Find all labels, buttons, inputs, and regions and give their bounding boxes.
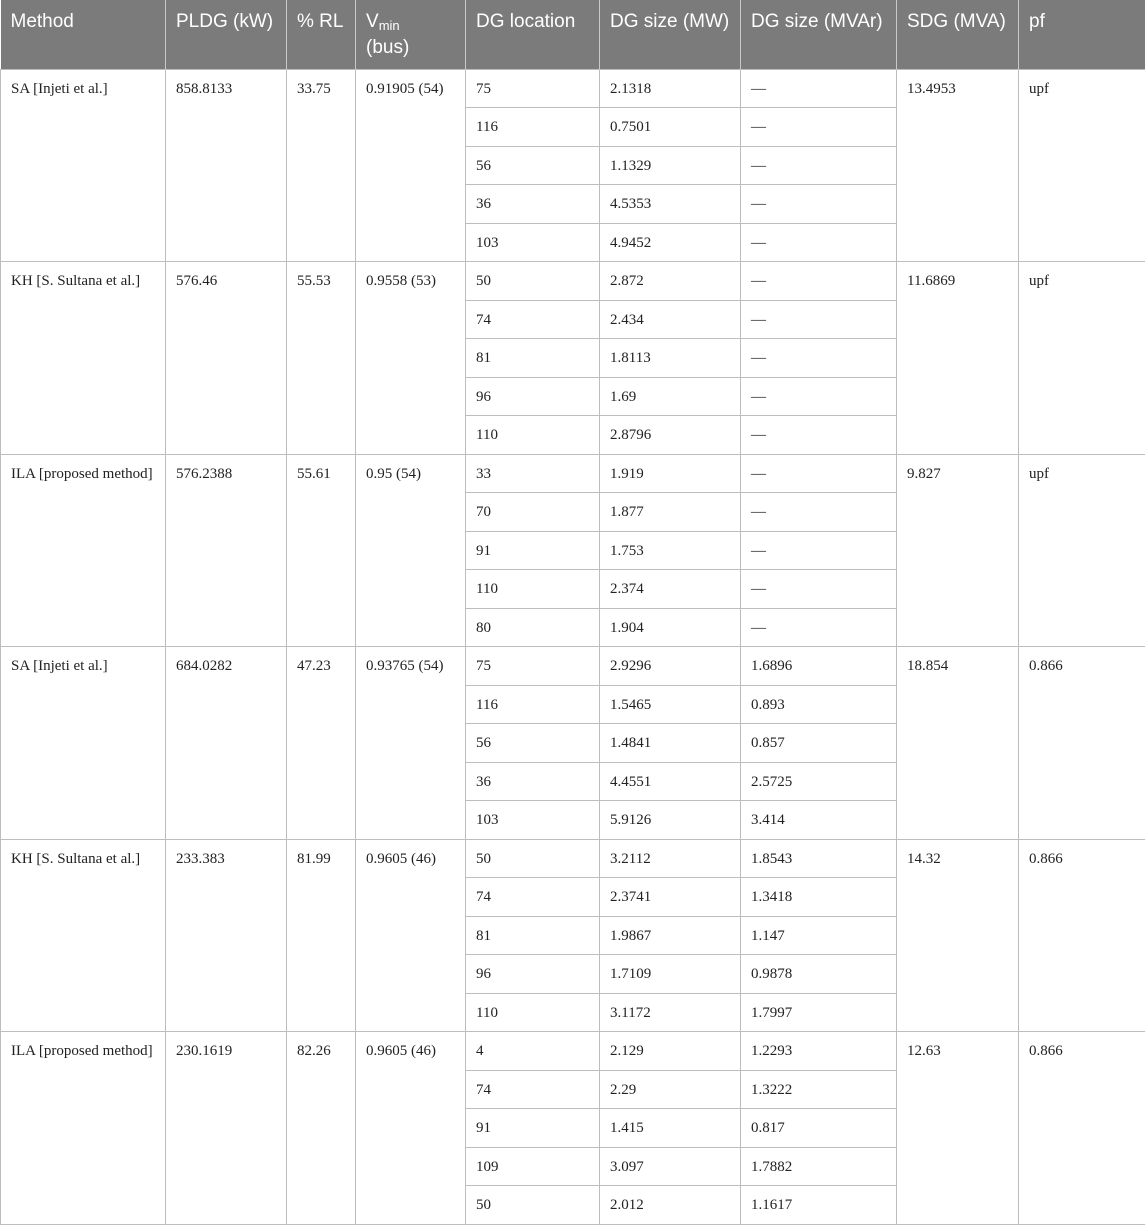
dg-location-cell: 56 <box>466 146 600 185</box>
dg-size-mw-cell: 1.904 <box>600 608 741 647</box>
vmin-cell: 0.9605 (46) <box>356 839 466 1032</box>
dg-size-mvar-cell: — <box>741 223 897 262</box>
method-cell: KH [S. Sultana et al.] <box>1 262 166 455</box>
dg-size-mw-cell: 1.9867 <box>600 916 741 955</box>
dg-location-cell: 70 <box>466 493 600 532</box>
dg-size-mvar-cell: — <box>741 416 897 455</box>
pldg-cell: 230.1619 <box>166 1032 287 1225</box>
header-pf: pf <box>1019 0 1145 69</box>
dg-size-mw-cell: 1.7109 <box>600 955 741 994</box>
rl-cell: 55.53 <box>287 262 356 455</box>
header-vmin-main: V <box>366 11 379 32</box>
dg-location-cell: 80 <box>466 608 600 647</box>
dg-size-mw-cell: 1.8113 <box>600 339 741 378</box>
method-cell: ILA [proposed method] <box>1 454 166 647</box>
dg-location-cell: 116 <box>466 108 600 147</box>
dg-size-mw-cell: 3.097 <box>600 1147 741 1186</box>
rl-cell: 47.23 <box>287 647 356 840</box>
dg-location-cell: 74 <box>466 1070 600 1109</box>
method-cell: SA [Injeti et al.] <box>1 69 166 262</box>
dg-size-mvar-cell: — <box>741 108 897 147</box>
dg-size-mw-cell: 2.129 <box>600 1032 741 1071</box>
table-header <box>1 0 1145 69</box>
dg-location-cell: 103 <box>466 223 600 262</box>
vmin-cell: 0.91905 (54) <box>356 69 466 262</box>
dg-size-mw-cell: 2.374 <box>600 570 741 609</box>
dg-location-cell: 36 <box>466 762 600 801</box>
dg-size-mw-cell: 1.919 <box>600 454 741 493</box>
rl-cell: 55.61 <box>287 454 356 647</box>
header-vmin <box>356 0 466 69</box>
dg-size-mw-cell: 2.434 <box>600 300 741 339</box>
pf-cell: upf <box>1019 69 1145 262</box>
dg-size-mw-cell: 1.1329 <box>600 146 741 185</box>
table-row <box>1 69 1145 108</box>
header-pldg: PLDG (kW) <box>166 0 287 69</box>
dg-size-mvar-cell: 0.817 <box>741 1109 897 1148</box>
dg-size-mvar-cell: — <box>741 300 897 339</box>
header-vmin-unit: (bus) <box>366 37 410 58</box>
pldg-cell: 576.46 <box>166 262 287 455</box>
dg-location-cell: 50 <box>466 1186 600 1225</box>
table-row <box>1 647 1145 686</box>
dg-location-cell: 36 <box>466 185 600 224</box>
dg-size-mvar-cell: 1.7997 <box>741 993 897 1032</box>
dg-size-mw-cell: 2.9296 <box>600 647 741 686</box>
dg-size-mw-cell: 3.2112 <box>600 839 741 878</box>
dg-size-mw-cell: 1.415 <box>600 1109 741 1148</box>
header-dg-size-mvar: DG size (MVAr) <box>741 0 897 69</box>
dg-size-mvar-cell: 2.5725 <box>741 762 897 801</box>
pldg-cell: 576.2388 <box>166 454 287 647</box>
dg-size-mvar-cell: 1.6896 <box>741 647 897 686</box>
table-row <box>1 839 1145 878</box>
dg-size-mvar-cell: — <box>741 493 897 532</box>
dg-size-mvar-cell: — <box>741 570 897 609</box>
dg-size-mw-cell: 5.9126 <box>600 801 741 840</box>
rl-cell: 33.75 <box>287 69 356 262</box>
dg-size-mw-cell: 4.5353 <box>600 185 741 224</box>
vmin-cell: 0.9605 (46) <box>356 1032 466 1225</box>
method-cell: SA [Injeti et al.] <box>1 647 166 840</box>
dg-size-mvar-cell: 0.893 <box>741 685 897 724</box>
dg-location-cell: 75 <box>466 647 600 686</box>
dg-size-mw-cell: 2.012 <box>600 1186 741 1225</box>
dg-size-mvar-cell: 1.147 <box>741 916 897 955</box>
dg-location-cell: 56 <box>466 724 600 763</box>
dg-size-mw-cell: 2.3741 <box>600 878 741 917</box>
dg-size-mw-cell: 2.872 <box>600 262 741 301</box>
sdg-cell: 12.63 <box>897 1032 1019 1225</box>
dg-location-cell: 81 <box>466 916 600 955</box>
dg-size-mvar-cell: — <box>741 146 897 185</box>
pf-cell: 0.866 <box>1019 1032 1145 1225</box>
dg-size-mw-cell: 2.1318 <box>600 69 741 108</box>
pf-cell: upf <box>1019 262 1145 455</box>
sdg-cell: 18.854 <box>897 647 1019 840</box>
dg-location-cell: 109 <box>466 1147 600 1186</box>
table-row <box>1 454 1145 493</box>
pf-cell: upf <box>1019 454 1145 647</box>
vmin-cell: 0.93765 (54) <box>356 647 466 840</box>
table-body <box>1 69 1145 1224</box>
vmin-cell: 0.9558 (53) <box>356 262 466 455</box>
sdg-cell: 14.32 <box>897 839 1019 1032</box>
dg-size-mvar-cell: 1.1617 <box>741 1186 897 1225</box>
dg-size-mvar-cell: 1.7882 <box>741 1147 897 1186</box>
header-dg-location: DG location <box>466 0 600 69</box>
dg-size-mvar-cell: 1.3222 <box>741 1070 897 1109</box>
dg-size-mw-cell: 1.877 <box>600 493 741 532</box>
pldg-cell: 233.383 <box>166 839 287 1032</box>
rl-cell: 81.99 <box>287 839 356 1032</box>
dg-size-mvar-cell: 0.9878 <box>741 955 897 994</box>
dg-size-mvar-cell: — <box>741 608 897 647</box>
dg-location-cell: 91 <box>466 1109 600 1148</box>
dg-size-mvar-cell: 3.414 <box>741 801 897 840</box>
dg-size-mvar-cell: 0.857 <box>741 724 897 763</box>
dg-size-mvar-cell: — <box>741 339 897 378</box>
dg-size-mw-cell: 2.29 <box>600 1070 741 1109</box>
header-vmin-subscript: min <box>378 18 400 33</box>
sdg-cell: 9.827 <box>897 454 1019 647</box>
dg-location-cell: 75 <box>466 69 600 108</box>
dg-size-mw-cell: 4.4551 <box>600 762 741 801</box>
header-row <box>1 0 1145 69</box>
dg-size-mvar-cell: — <box>741 262 897 301</box>
dg-size-mw-cell: 3.1172 <box>600 993 741 1032</box>
dg-size-mvar-cell: 1.3418 <box>741 878 897 917</box>
dg-size-mvar-cell: — <box>741 531 897 570</box>
dg-size-mw-cell: 1.4841 <box>600 724 741 763</box>
dg-size-mvar-cell: — <box>741 185 897 224</box>
header-sdg: SDG (MVA) <box>897 0 1019 69</box>
dg-size-mw-cell: 1.69 <box>600 377 741 416</box>
dg-location-cell: 110 <box>466 570 600 609</box>
dg-location-cell: 116 <box>466 685 600 724</box>
dg-size-mw-cell: 4.9452 <box>600 223 741 262</box>
dg-size-mvar-cell: 1.2293 <box>741 1032 897 1071</box>
sdg-cell: 11.6869 <box>897 262 1019 455</box>
dg-location-cell: 74 <box>466 300 600 339</box>
dg-location-cell: 96 <box>466 955 600 994</box>
dg-location-cell: 50 <box>466 839 600 878</box>
header-rl: % RL <box>287 0 356 69</box>
table-row <box>1 1032 1145 1071</box>
dg-size-mvar-cell: — <box>741 377 897 416</box>
method-cell: KH [S. Sultana et al.] <box>1 839 166 1032</box>
dg-size-mvar-cell: 1.8543 <box>741 839 897 878</box>
rl-cell: 82.26 <box>287 1032 356 1225</box>
dg-location-cell: 96 <box>466 377 600 416</box>
dg-location-cell: 50 <box>466 262 600 301</box>
dg-location-cell: 91 <box>466 531 600 570</box>
vmin-cell: 0.95 (54) <box>356 454 466 647</box>
sdg-cell: 13.4953 <box>897 69 1019 262</box>
dg-location-cell: 103 <box>466 801 600 840</box>
dg-size-mw-cell: 2.8796 <box>600 416 741 455</box>
dg-location-cell: 33 <box>466 454 600 493</box>
dg-location-cell: 81 <box>466 339 600 378</box>
pf-cell: 0.866 <box>1019 647 1145 840</box>
pf-cell: 0.866 <box>1019 839 1145 1032</box>
dg-location-cell: 110 <box>466 993 600 1032</box>
dg-location-cell: 110 <box>466 416 600 455</box>
pldg-cell: 684.0282 <box>166 647 287 840</box>
header-dg-size-mw: DG size (MW) <box>600 0 741 69</box>
dg-size-mvar-cell: — <box>741 69 897 108</box>
dg-location-cell: 74 <box>466 878 600 917</box>
header-method: Method <box>1 0 166 69</box>
method-cell: ILA [proposed method] <box>1 1032 166 1225</box>
table-row <box>1 262 1145 301</box>
dg-size-mw-cell: 1.5465 <box>600 685 741 724</box>
dg-size-mvar-cell: — <box>741 454 897 493</box>
pldg-cell: 858.8133 <box>166 69 287 262</box>
dg-size-mw-cell: 1.753 <box>600 531 741 570</box>
dg-location-cell: 4 <box>466 1032 600 1071</box>
dg-size-mw-cell: 0.7501 <box>600 108 741 147</box>
